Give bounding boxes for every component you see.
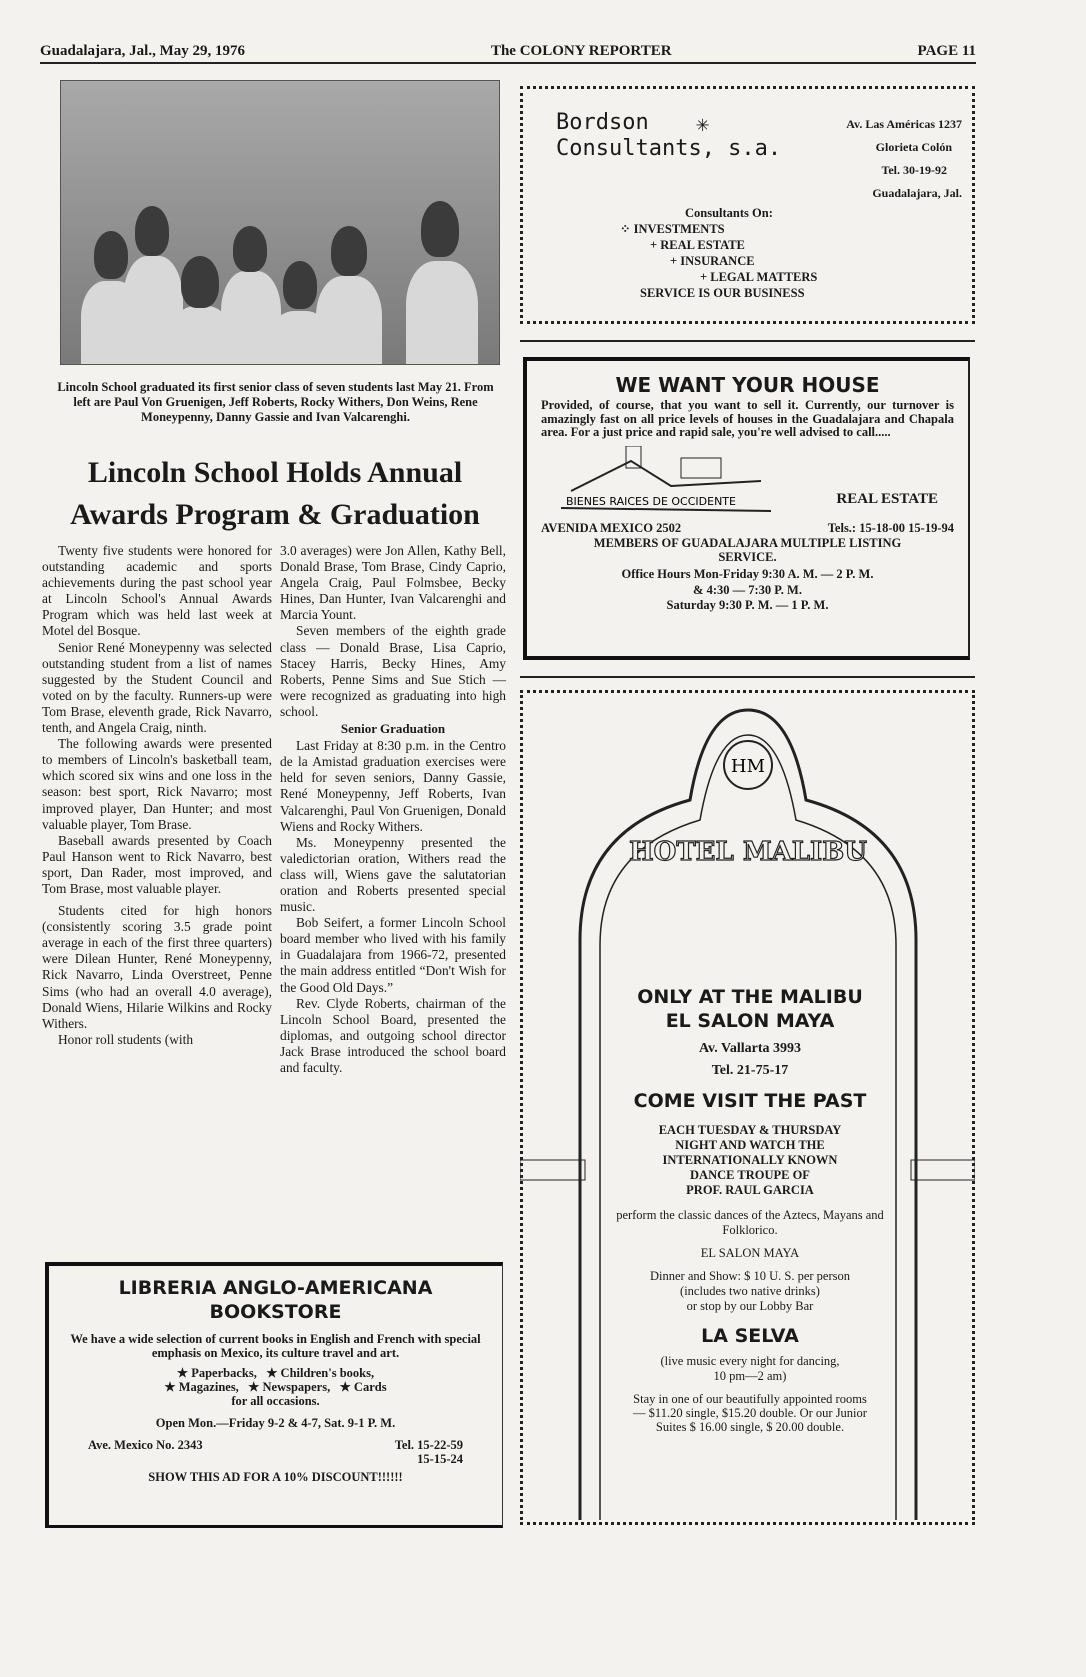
services-label: Consultants On:: [685, 206, 773, 220]
paragraph: The following awards were presented to members of Lincoln's basketball team, which scored six wins and one loss in the season: best sport, Rick Navarro; most improved player, Dan Hunter; and most valuable player, Tom Brase.: [42, 736, 272, 832]
dinner-line: or stop by our Lobby Bar: [686, 1299, 814, 1313]
dinner-line: (includes two native drinks): [680, 1284, 820, 1298]
hotel-monogram: HM: [730, 756, 766, 777]
show-line: INTERNATIONALLY KNOWN: [662, 1153, 838, 1167]
article-headline: [40, 452, 510, 536]
hotel-venue: EL SALON MAYA: [665, 1010, 835, 1032]
real-estate-label: REAL ESTATE: [836, 490, 938, 507]
ad-hours: Open Mon.—Friday 9-2 & 4-7, Sat. 9-1 P. M.: [155, 1416, 396, 1430]
ad-address: Ave. Mexico No. 2343: [88, 1438, 203, 1452]
slogan: SERVICE IS OUR BUSINESS: [640, 286, 805, 300]
ad-hours: Office Hours Mon-Friday 9:30 A. M. — 2 P. M.: [621, 567, 874, 581]
ad-items: ★ Paperbacks, ★ Children's books,: [176, 1366, 375, 1380]
real-estate-ad: [523, 357, 970, 660]
issue-date: Guadalajara, Jal., May 29, 1976: [40, 42, 245, 59]
show-line: NIGHT AND WATCH THE: [675, 1138, 825, 1152]
ad-items: for all occasions.: [231, 1394, 320, 1408]
ad-title: BOOKSTORE: [209, 1301, 342, 1323]
ad-phone: 15-15-24: [417, 1452, 463, 1466]
music-line: (live music every night for dancing,: [660, 1354, 840, 1368]
divider: [520, 340, 975, 342]
la-selva-title: LA SELVA: [701, 1325, 799, 1347]
ad-title: LIBRERIA ANGLO-AMERICANA: [118, 1277, 433, 1299]
ad-discount: SHOW THIS AD FOR A 10% DISCOUNT!!!!!!: [148, 1470, 403, 1484]
show-line: DANCE TROUPE OF: [690, 1168, 810, 1182]
show-line: EACH TUESDAY & THURSDAY: [658, 1123, 842, 1137]
hotel-details: [590, 985, 910, 1434]
service-item: LEGAL MATTERS: [710, 270, 818, 284]
page-header: [40, 40, 976, 64]
address-line: Av. Las Américas 1237: [846, 117, 962, 131]
room-rates: Stay in one of our beautifully appointed rooms — $11.20 single, $15.20 double. Or our Junior Suites $ 16.00 single, $ 20.00 double.: [633, 1392, 867, 1434]
paragraph: Seven members of the eighth grade class — Donald Brase, Lisa Caprio, Stacey Harris, Becky Hines, Amy Roberts, Penne Sims and Sue Stich — were recognized as graduating into high school.: [280, 623, 506, 719]
ad-title: WE WANT YOUR HOUSE: [615, 373, 880, 397]
hotel-address: Av. Vallarta 3993: [698, 1041, 802, 1056]
hotel-phone: Tel. 21-75-17: [711, 1063, 789, 1078]
ad-phone: Tels.: 15-18-00 15-19-94: [827, 520, 954, 535]
paragraph: 3.0 averages) were Jon Allen, Kathy Bell, Donald Brase, Tom Brase, Cindy Caprio, Angela Craig, Paul Folmsbee, Becky Hines, Dan Hunter, Ivan Valcarenghi and Marcia Yount.: [280, 543, 506, 623]
page-number: PAGE 11: [917, 42, 976, 59]
paragraph: Ms. Moneypenny presented the valedictorian oration, Withers read the class will, Wiens gave the salutatorian oration and Roberts presented special music.: [280, 834, 506, 915]
ad-description: We have a wide selection of current books in English and French with special emphasis on Mexico, its culture travel and art.: [70, 1332, 481, 1360]
service-item: REAL ESTATE: [660, 238, 745, 252]
show-description: perform the classic dances of the Aztecs, Mayans and Folklorico.: [616, 1208, 884, 1237]
ad-address: AVENIDA MEXICO 2502: [541, 520, 682, 535]
ad-items: ★ Magazines, ★ Newspapers, ★ Cards: [164, 1380, 387, 1394]
subhead: Senior Graduation: [340, 721, 446, 737]
hotel-headline: COME VISIT THE PAST: [633, 1090, 867, 1112]
headline-line: Awards Program & Graduation: [70, 498, 480, 531]
bordson-logo: [556, 110, 781, 162]
address-line: Tel. 30-19-92: [881, 163, 947, 177]
paragraph: Students cited for high honors (consistently scoring 3.5 grade point average in each of the first three quarters) were Dilean Hunter, René Moneypenny, Rick Navarro, Linda Overstreet, Penne Sims (who had an overall 4.0 average), Donald Wiens, Hilarie Wilkins and Rocky Withers.: [42, 903, 272, 1031]
asterisk-icon: ✳: [696, 112, 710, 137]
paragraph: Twenty five students were honored for outstanding academic and sports achievements during the past school year at Lincoln School's Annual Awards Program which was held last week at Motel del Bosque.: [42, 543, 272, 639]
bookstore-ad: [45, 1262, 503, 1528]
ad-hours: Saturday 9:30 P. M. — 1 P. M.: [666, 598, 829, 612]
headline-line: Lincoln School Holds Annual: [87, 456, 463, 489]
logo-line: Bordson: [556, 110, 649, 135]
address-line: Glorieta Colón: [875, 140, 952, 154]
paragraph: Last Friday at 8:30 p.m. in the Centro de la Amistad graduation exercises were held for seven seniors, Danny Gassie, René Moneypenny, Jeff Roberts, Ivan Valcarenghi, Paul Von Gruenigen, Donald Wiens and Rocky Withers.: [280, 738, 506, 834]
music-line: 10 pm—2 am): [713, 1369, 787, 1383]
article-column-2: [280, 543, 506, 1076]
ad-phone: Tel. 15-22-59: [394, 1438, 463, 1452]
house-drawing-icon: [561, 446, 771, 516]
paragraph: Baseball awards presented by Coach Paul Hanson went to Rick Navarro, best sport, Dan Rader, most improved, and Tom Brase, most valuable player.: [42, 832, 272, 896]
paragraph: Senior René Moneypenny was selected outstanding student from a list of names suggested by the Student Council and voted on by the faculty. Runners-up were Tom Brase, eleventh grade, Rick Navarro, tenth, and Angela Craig, ninth.: [42, 639, 272, 736]
paragraph: Honor roll students (with: [58, 1031, 194, 1047]
address-line: Guadalajara, Jal.: [872, 186, 962, 200]
service-item: INSURANCE: [680, 254, 755, 268]
photo-caption: Lincoln School graduated its first senior class of seven students last May 21. From left are Paul Von Gruenigen, Jeff Roberts, Rocky Withers, Don Weins, Rene Moneypenny, Danny Gassie and Ivan Valcarenghi.: [57, 380, 494, 424]
hotel-tagline: ONLY AT THE MALIBU: [637, 986, 863, 1008]
service-item: INVESTMENTS: [633, 222, 725, 236]
bordson-services: Consultants On: ⁘ INVESTMENTS + REAL ESTATE + INSURANCE + LEGAL MATTERS SERVICE IS OUR BUSINESS: [620, 205, 910, 301]
article-column-1: [42, 543, 272, 1048]
divider: [520, 676, 975, 678]
logo-line: Consultants, s.a.: [556, 136, 782, 161]
dinner-line: Dinner and Show: $ 10 U. S. per person: [650, 1269, 850, 1283]
ad-description: Provided, of course, that you want to sell it. Currently, our turnover is amazingly fast on all price levels of houses in the Guadalajara and Chapala area. For a just price and rapid sale, you're well advised to call.....: [541, 398, 954, 439]
newspaper-name: The COLONY REPORTER: [490, 42, 672, 59]
bordson-address: [790, 113, 962, 205]
paragraph: Rev. Clyde Roberts, chairman of the Lincoln School Board, presented the diplomas, and outgoing school director Jack Brase introduced the school board and faculty.: [280, 995, 506, 1075]
paragraph: Bob Seifert, a former Lincoln School board member who lived with his family in Guadalajara from 1966-72, presented the main address entitled “Don't Wish for the Good Old Days.”: [280, 915, 506, 995]
hotel-venue: EL SALON MAYA: [700, 1246, 800, 1260]
ad-members: MEMBERS OF GUADALAJARA MULTIPLE LISTING SERVICE.: [593, 536, 902, 564]
ad-hours: & 4:30 — 7:30 P. M.: [693, 582, 802, 597]
hotel-name-logo: HOTEL MALIBU: [629, 837, 867, 867]
bienes-raices-logo: BIENES RAICES DE OCCIDENTE: [566, 494, 736, 508]
graduates-photo: [60, 80, 500, 365]
show-line: PROF. RAUL GARCIA: [686, 1183, 814, 1197]
